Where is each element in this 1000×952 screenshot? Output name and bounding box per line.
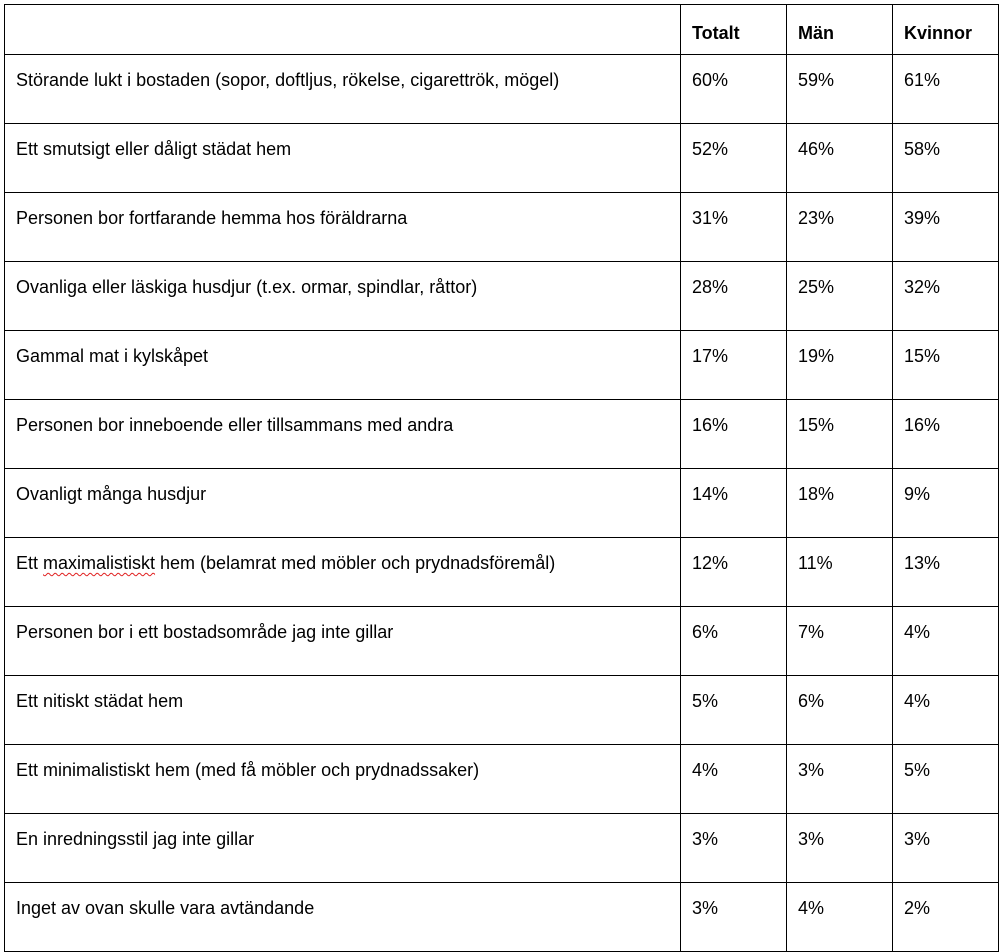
row-label: Ett nitiskt städat hem <box>5 676 681 745</box>
cell-kvinnor: 4% <box>893 676 999 745</box>
cell-totalt: 5% <box>681 676 787 745</box>
table-row <box>5 538 999 607</box>
table-row <box>5 469 999 538</box>
cell-kvinnor: 9% <box>893 469 999 538</box>
cell-man: 59% <box>787 55 893 124</box>
table-row <box>5 814 999 883</box>
cell-totalt: 60% <box>681 55 787 124</box>
cell-totalt: 52% <box>681 124 787 193</box>
table-row <box>5 883 999 952</box>
cell-totalt: 3% <box>681 883 787 952</box>
cell-totalt: 16% <box>681 400 787 469</box>
row-label <box>5 538 681 607</box>
cell-kvinnor: 39% <box>893 193 999 262</box>
cell-man: 18% <box>787 469 893 538</box>
cell-kvinnor: 61% <box>893 55 999 124</box>
cell-kvinnor: 16% <box>893 400 999 469</box>
cell-man: 19% <box>787 331 893 400</box>
cell-man: 3% <box>787 814 893 883</box>
row-label: Gammal mat i kylskåpet <box>5 331 681 400</box>
table-row <box>5 55 999 124</box>
table-row <box>5 331 999 400</box>
row-label: Ovanliga eller läskiga husdjur (t.ex. ormar, spindlar, råttor) <box>5 262 681 331</box>
cell-kvinnor: 5% <box>893 745 999 814</box>
cell-man: 4% <box>787 883 893 952</box>
cell-totalt: 14% <box>681 469 787 538</box>
cell-kvinnor: 32% <box>893 262 999 331</box>
spellcheck-flagged-word: maximalistiskt <box>43 553 156 573</box>
cell-totalt: 3% <box>681 814 787 883</box>
row-label: Personen bor i ett bostadsområde jag inte gillar <box>5 607 681 676</box>
table-row <box>5 607 999 676</box>
cell-totalt: 6% <box>681 607 787 676</box>
cell-kvinnor: 15% <box>893 331 999 400</box>
row-label-post: hem (belamrat med möbler och prydnadsföremål) <box>155 553 556 573</box>
cell-totalt: 17% <box>681 331 787 400</box>
header-cell-kvinnor: Kvinnor <box>893 5 999 55</box>
survey-table <box>4 4 999 952</box>
cell-kvinnor: 13% <box>893 538 999 607</box>
cell-totalt: 4% <box>681 745 787 814</box>
cell-totalt: 28% <box>681 262 787 331</box>
table-row <box>5 745 999 814</box>
cell-man: 11% <box>787 538 893 607</box>
table-row <box>5 193 999 262</box>
cell-man: 7% <box>787 607 893 676</box>
table-row <box>5 262 999 331</box>
header-row <box>5 5 999 55</box>
header-cell-label <box>5 5 681 55</box>
cell-totalt: 31% <box>681 193 787 262</box>
cell-man: 3% <box>787 745 893 814</box>
table-row <box>5 676 999 745</box>
cell-man: 15% <box>787 400 893 469</box>
table-row <box>5 124 999 193</box>
row-label: Ett minimalistiskt hem (med få möbler och prydnadssaker) <box>5 745 681 814</box>
cell-man: 23% <box>787 193 893 262</box>
row-label-pre: Ett <box>16 553 44 573</box>
row-label: Ovanligt många husdjur <box>5 469 681 538</box>
cell-kvinnor: 2% <box>893 883 999 952</box>
row-label: En inredningsstil jag inte gillar <box>5 814 681 883</box>
row-label: Personen bor fortfarande hemma hos föräldrarna <box>5 193 681 262</box>
row-label: Ett smutsigt eller dåligt städat hem <box>5 124 681 193</box>
row-label: Störande lukt i bostaden (sopor, doftljus, rökelse, cigarettrök, mögel) <box>5 55 681 124</box>
header-cell-man: Män <box>787 5 893 55</box>
table-row <box>5 400 999 469</box>
cell-totalt: 12% <box>681 538 787 607</box>
row-label: Personen bor inneboende eller tillsammans med andra <box>5 400 681 469</box>
cell-man: 46% <box>787 124 893 193</box>
cell-kvinnor: 3% <box>893 814 999 883</box>
cell-kvinnor: 58% <box>893 124 999 193</box>
cell-man: 6% <box>787 676 893 745</box>
cell-man: 25% <box>787 262 893 331</box>
header-cell-totalt: Totalt <box>681 5 787 55</box>
cell-kvinnor: 4% <box>893 607 999 676</box>
row-label: Inget av ovan skulle vara avtändande <box>5 883 681 952</box>
